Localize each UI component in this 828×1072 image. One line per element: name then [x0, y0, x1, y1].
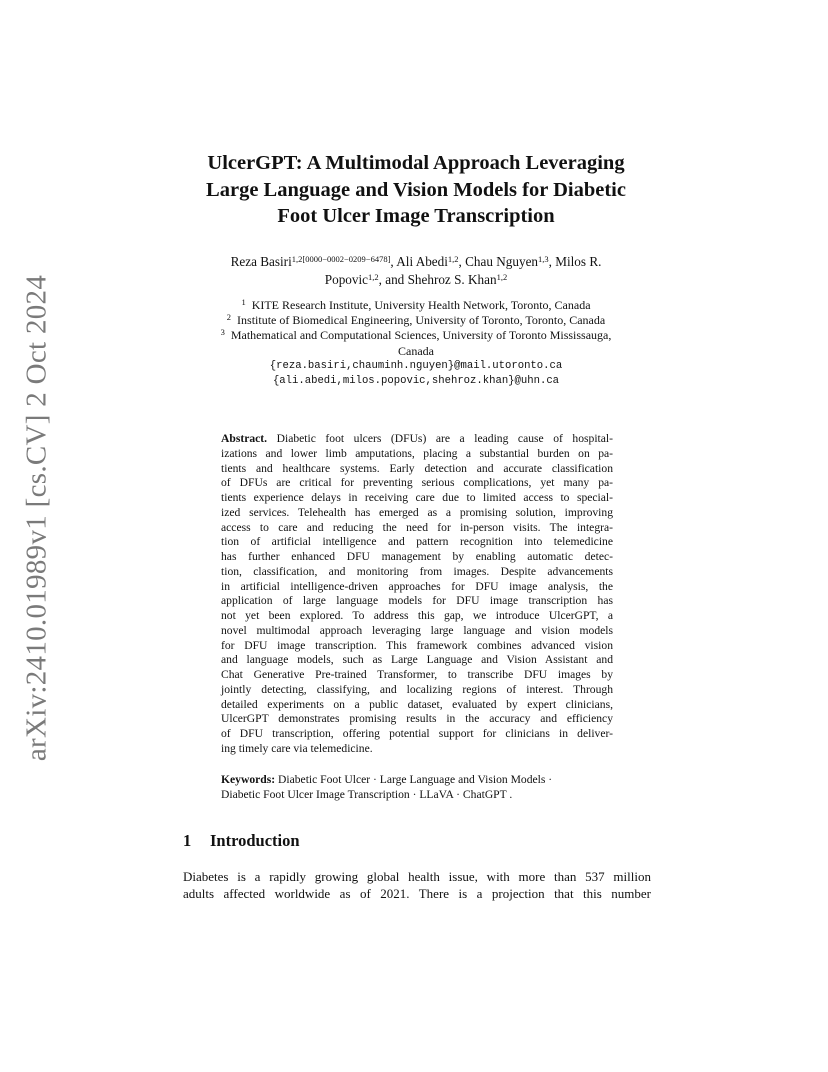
- author-name: , Milos R.: [548, 254, 602, 269]
- abstract-line: application of large language models for DFU image transcription has: [221, 594, 613, 608]
- author-list: [170, 253, 662, 288]
- abstract-line: jointly detecting, classifying, and localizing regions of interest. Through: [221, 682, 613, 696]
- author-name: Reza Basiri: [230, 254, 292, 269]
- author-affiliation-marker: 1,2: [496, 271, 508, 282]
- email-line: {ali.abedi,milos.popovic,shehroz.khan}@uhn.ca: [272, 375, 560, 388]
- abstract-line: not yet been explored. To address this gap, we introduce UlcerGPT, a: [221, 609, 613, 622]
- author-affiliation-marker: 1,2: [447, 254, 459, 264]
- affiliation-number: 3: [220, 327, 225, 338]
- affiliation-number: 1: [241, 297, 246, 307]
- abstract-line: novel multimodal approach leveraging large language and vision models: [221, 623, 613, 637]
- paper-title: [150, 150, 682, 230]
- abstract-line: Diabetic foot ulcers (DFUs) are a leading cause of hospital-: [276, 432, 613, 445]
- author-name: , Ali Abedi: [390, 254, 448, 269]
- keywords-label: Keywords:: [221, 773, 276, 786]
- abstract-line: of DFU transcription, offering potential support for clinicians in deliver-: [221, 727, 613, 740]
- affiliation-line: $^2$ Institute of Biomedical Engineering, University of Toronto, Toronto, Canada: [226, 312, 606, 328]
- intro-paragraph: [183, 868, 651, 902]
- abstract-line: Chat Generative Pre-trained Transformer, to transcribe DFU images by: [221, 668, 613, 681]
- email-line: {reza.basiri,chauminh.nguyen}@mail.utoronto.ca: [269, 359, 563, 372]
- author-name: , and Shehroz S. Khan: [378, 271, 497, 287]
- affiliation-line: Canada: [398, 343, 434, 358]
- body-text-line: Diabetes is a rapidly growing global health issue, with more than 537 million: [183, 869, 651, 884]
- abstract-line: has further enhanced DFU management by enabling automatic detec-: [221, 550, 613, 563]
- section-number: 1: [183, 831, 192, 850]
- section-title: Introduction: [210, 831, 300, 850]
- abstract-label: Abstract.: [221, 432, 268, 445]
- abstract-line: access to care and reducing the need for in-person visits. The integra-: [221, 520, 613, 534]
- abstract: [221, 432, 613, 757]
- title-line: Foot Ulcer Image Transcription: [277, 205, 555, 227]
- abstract-line: in artificial intelligence-driven approaches for DFU image analysis, the: [221, 579, 613, 593]
- author-affiliation-marker: 1,2[0000−0002−0209−6478]: [291, 254, 391, 264]
- abstract-line: and language models, such as Large Language and Vision Assistant and: [221, 653, 613, 667]
- arxiv-identifier-stamp: [17, 274, 57, 762]
- body-text-line: adults affected worldwide as of 2021. There is a projection that this number: [183, 886, 651, 901]
- abstract-line: detailed experiments on a public dataset, evaluated by expert clinicians,: [221, 697, 613, 711]
- arxiv-identifier: arXiv:2410.01989v1 [cs.CV] 2 Oct 2024: [20, 274, 53, 762]
- author-affiliation-marker: 1,2: [368, 271, 379, 282]
- abstract-line: ized services. Telehealth has emerged as a promising solution, improving: [221, 505, 613, 519]
- author-affiliation-marker: 1,3: [538, 254, 549, 264]
- abstract-line: ing timely care via telemedicine.: [221, 741, 373, 755]
- abstract-line: izations and lower limb amputations, placing a substantial burden on pa-: [221, 446, 613, 460]
- keywords-line: Diabetic Foot Ulcer Image Transcription · LLaVA · ChatGPT .: [221, 787, 513, 801]
- abstract-line: UlcerGPT demonstrates promising results in the accuracy and efficiency: [221, 712, 613, 726]
- abstract-line: tion, classification, and monitoring from images. Despite advancements: [221, 564, 613, 578]
- abstract-line: tients and healthcare systems. Early detection and accurate classification: [221, 461, 613, 475]
- keywords-line: Diabetic Foot Ulcer · Large Language and Vision Models ·: [278, 773, 553, 786]
- abstract-line: of DFUs are critical for preventing serious complications, yet many pa-: [221, 476, 613, 490]
- author-name: Popovic: [324, 271, 369, 287]
- abstract-line: tients experience delays in receiving care due to limited access to special-: [221, 491, 613, 504]
- abstract-line: for DFU image transcription. This framework combines advanced vision: [221, 638, 613, 652]
- keywords: [221, 773, 613, 803]
- affiliation-list: [170, 298, 662, 389]
- author-name: , Chau Nguyen: [458, 254, 539, 269]
- affiliation-number: 2: [226, 312, 232, 323]
- abstract-line: tion of artificial intelligence and pattern recognition into telemedicine: [221, 535, 613, 549]
- affiliation-line: $^1$ KITE Research Institute, University Health Network, Toronto, Canada: [241, 297, 591, 312]
- affiliation-line: $^3$ Mathematical and Computational Sciences, University of Toronto Mississauga,: [220, 327, 612, 343]
- title-line: Large Language and Vision Models for Diabetic: [206, 178, 626, 201]
- section-heading: [183, 831, 300, 851]
- title-line: UlcerGPT: A Multimodal Approach Leveraging: [207, 152, 625, 174]
